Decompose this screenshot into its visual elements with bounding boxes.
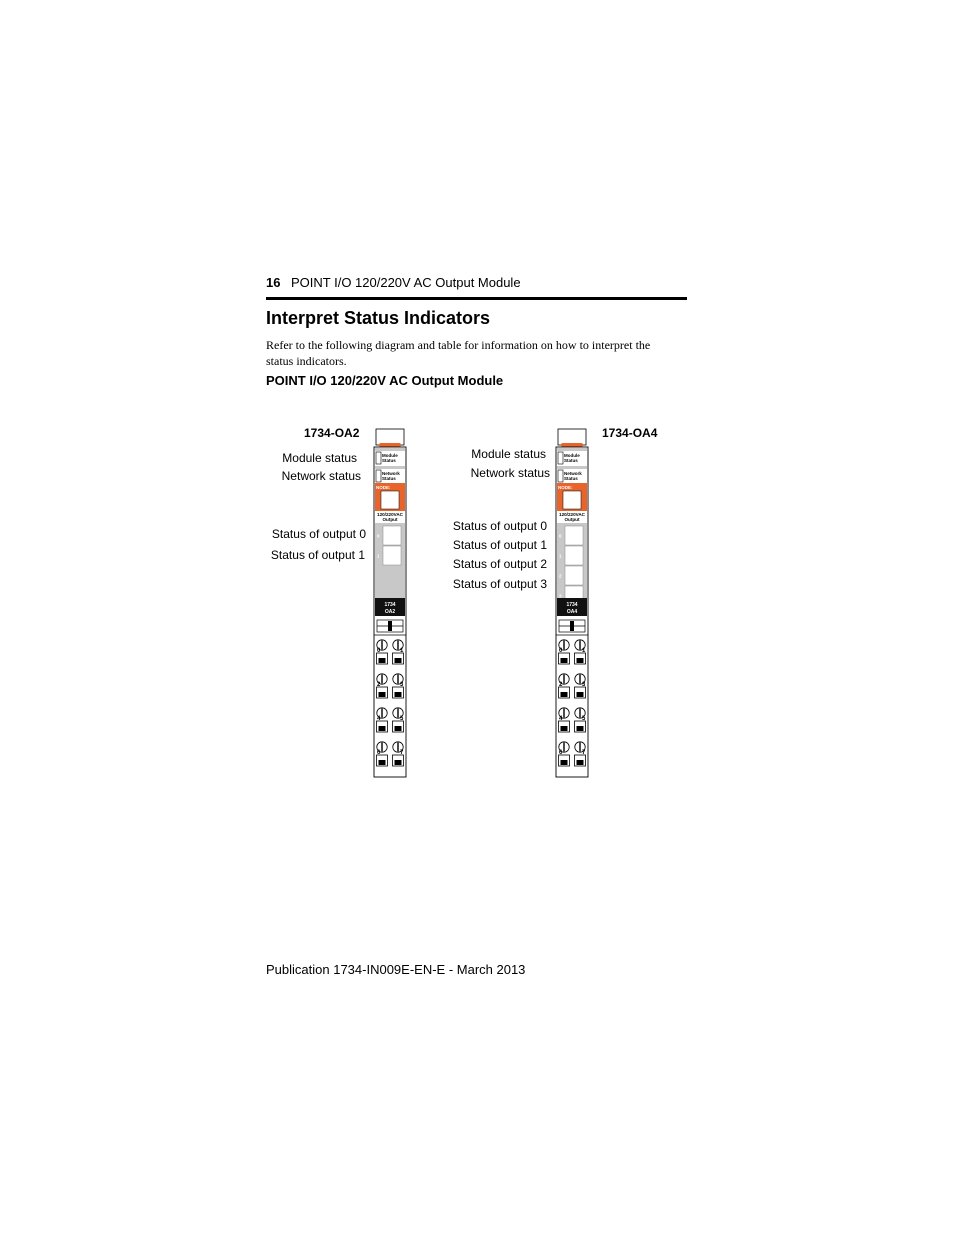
terminal-number-4: 4 [559,716,563,722]
node-address-window [381,491,399,509]
node-address-window [563,491,581,509]
callout-network-status-oa4: Network status [470,466,550,480]
channel-number-0: 0 [377,533,380,539]
terminal-entry-clamp-5 [395,726,402,731]
latch-orange-tab [561,443,583,447]
output-status-led-1 [383,546,401,565]
model-plate-line-2: OA2 [384,609,396,615]
running-header-title: POINT I/O 120/220V AC Output Module [291,275,521,290]
terminal-entry-clamp-1 [395,658,402,663]
terminal-number-3: 3 [400,682,404,688]
callout-output-0-oa4: Status of output 0 [452,519,547,533]
top-latch [558,429,586,445]
output-status-led-0 [565,526,583,545]
terminal-number-0: 0 [559,648,563,654]
terminal-entry-clamp-0 [561,658,568,663]
terminal-number-2: 2 [377,682,381,688]
channel-number-0: 0 [559,533,562,539]
node-label: NODE: [558,485,573,490]
network-status-label-2: Status [382,476,396,481]
model-label-oa4: 1734-OA4 [602,426,658,440]
model-label-oa2: 1734-OA2 [304,426,360,440]
callout-output-2-oa4: Status of output 2 [452,557,547,571]
network-status-label-1: Network [382,471,400,476]
callout-output-0-oa2: Status of output 0 [271,527,366,541]
terminal-entry-clamp-3 [395,692,402,697]
output-status-led-0 [383,526,401,545]
terminal-number-5: 5 [400,716,404,722]
callout-output-1-oa2: Status of output 1 [270,548,365,562]
module-status-label-2: Status [382,458,396,463]
figure-title: POINT I/O 120/220V AC Output Module [266,373,504,388]
terminal-number-3: 3 [582,682,586,688]
terminal-entry-clamp-6 [561,760,568,765]
terminal-entry-clamp-2 [561,692,568,697]
rating-label-2: Output [382,517,398,522]
rating-label-2: Output [564,517,580,522]
module-drawing-oa2 [370,425,410,781]
terminal-entry-clamp-4 [561,726,568,731]
terminal-entry-clamp-3 [577,692,584,697]
model-plate-line-2: OA4 [566,609,578,615]
module-status-led [376,452,381,464]
terminal-entry-clamp-7 [577,760,584,765]
top-latch [376,429,404,445]
terminal-number-7: 7 [582,750,586,756]
model-plate-line-1: 1734 [384,602,396,608]
channel-number-2: 2 [559,573,562,579]
rating-label-1: 120/220VAC [559,512,585,517]
callout-module-status-oa4: Module status [471,447,546,461]
page-number: 16 [266,275,281,290]
network-status-label-2: Status [564,476,578,481]
module-status-led [558,452,563,464]
terminal-entry-clamp-6 [379,760,386,765]
model-plate-line-1: 1734 [566,602,578,608]
channel-number-1: 1 [377,553,380,559]
terminal-entry-clamp-5 [577,726,584,731]
terminal-number-0: 0 [377,648,381,654]
terminal-number-7: 7 [400,750,404,756]
module-status-label-1: Module [564,453,580,458]
terminal-number-2: 2 [559,682,563,688]
channel-number-3: 3 [559,593,562,599]
terminal-entry-clamp-2 [379,692,386,697]
latch-orange-tab [379,443,401,447]
callout-network-status-oa2: Network status [281,469,361,483]
intro-paragraph: Refer to the following diagram and table for information on how to interpret the status indicators. [266,338,651,368]
output-status-led-2 [565,566,583,585]
callout-output-1-oa4: Status of output 1 [452,538,547,552]
callout-output-3-oa4: Status of output 3 [452,577,547,591]
section-title: Interpret Status Indicators [266,308,491,328]
terminal-entry-clamp-7 [395,760,402,765]
terminal-number-1: 1 [400,648,404,654]
release-latch-key [388,621,392,631]
header-rule [266,297,687,300]
network-status-led [558,470,563,482]
output-status-led-1 [565,546,583,565]
module-drawing-oa4 [552,425,592,781]
network-status-label-1: Network [564,471,582,476]
module-status-label-1: Module [382,453,398,458]
terminal-entry-clamp-1 [577,658,584,663]
network-status-led [376,470,381,482]
terminal-number-4: 4 [377,716,381,722]
terminal-entry-clamp-0 [379,658,386,663]
terminal-number-6: 6 [559,750,563,756]
terminal-number-5: 5 [582,716,586,722]
node-label: NODE: [376,485,391,490]
module-status-label-2: Status [564,458,578,463]
channel-number-1: 1 [559,553,562,559]
publication-footer: Publication 1734-IN009E-EN-E - March 2013 [266,962,526,977]
terminal-number-1: 1 [582,648,586,654]
terminal-number-6: 6 [377,750,381,756]
rating-label-1: 120/220VAC [377,512,403,517]
terminal-entry-clamp-4 [379,726,386,731]
release-latch-key [570,621,574,631]
callout-module-status-oa2: Module status [282,451,357,465]
